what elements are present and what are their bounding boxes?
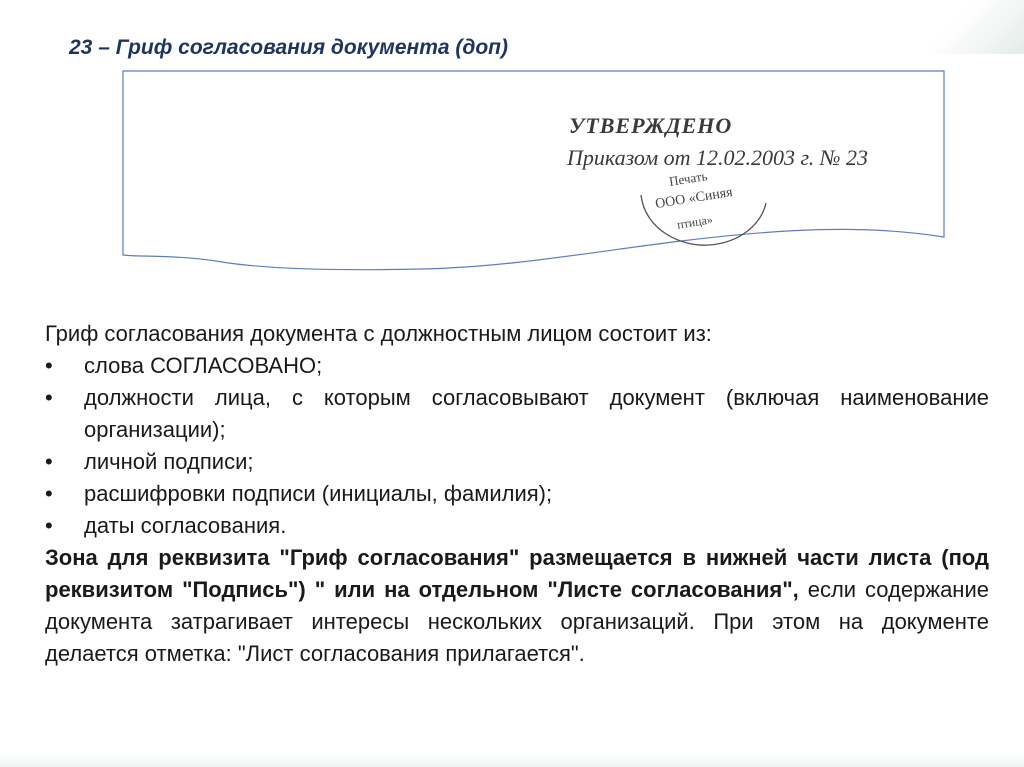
bullet-icon: • <box>45 513 53 538</box>
list-item-text: должности лица, с которым согласовывают документ (включая наименование организации); <box>84 385 989 442</box>
list-item <box>45 510 989 542</box>
slide-body <box>45 318 989 670</box>
placement-paragraph <box>45 542 989 670</box>
slide-title: 23 – Гриф согласования документа (доп) <box>69 36 509 59</box>
bullet-icon: • <box>45 385 53 410</box>
seal-line-2: ООО «Синяя <box>654 184 734 213</box>
list-item <box>45 350 989 382</box>
torn-sheet-outline <box>121 69 946 274</box>
list-item-text: личной подписи; <box>84 449 254 474</box>
list-item-text: слова СОГЛАСОВАНО; <box>84 353 323 378</box>
list-item <box>45 382 989 446</box>
bullet-icon: • <box>45 481 53 506</box>
list-item <box>45 478 989 510</box>
list-item-text: расшифровки подписи (инициалы, фамилия); <box>84 481 553 506</box>
approval-order-line: Приказом от 12.02.2003 г. № 23 <box>567 145 869 170</box>
components-list <box>45 350 989 542</box>
slide-bottom-decoration <box>0 753 1024 767</box>
placement-paragraph-regular: если содержание документа затрагивает интересы нескольких организаций. При этом на документе делается отметка: "Лист согласования прилагается". <box>45 577 989 666</box>
organization-seal <box>631 165 771 247</box>
intro-text: Гриф согласования документа с должностным лицом состоит из: <box>45 321 712 346</box>
list-item-text: даты согласования. <box>84 513 287 538</box>
seal-line-1: Печать <box>667 168 709 189</box>
list-item <box>45 446 989 478</box>
slide-corner-decoration <box>924 0 1024 54</box>
placement-paragraph-bold: Зона для реквизита "Гриф согласования" размещается в нижней части листа (под реквизитом "Подпись") " или на отдельном "Листе согласования", <box>45 545 989 602</box>
bullet-icon: • <box>45 449 53 474</box>
document-sample-sheet <box>121 69 946 274</box>
seal-line-3: птица» <box>676 212 714 232</box>
approval-heading: УТВЕРЖДЕНО <box>569 113 733 138</box>
bullet-icon: • <box>45 353 53 378</box>
